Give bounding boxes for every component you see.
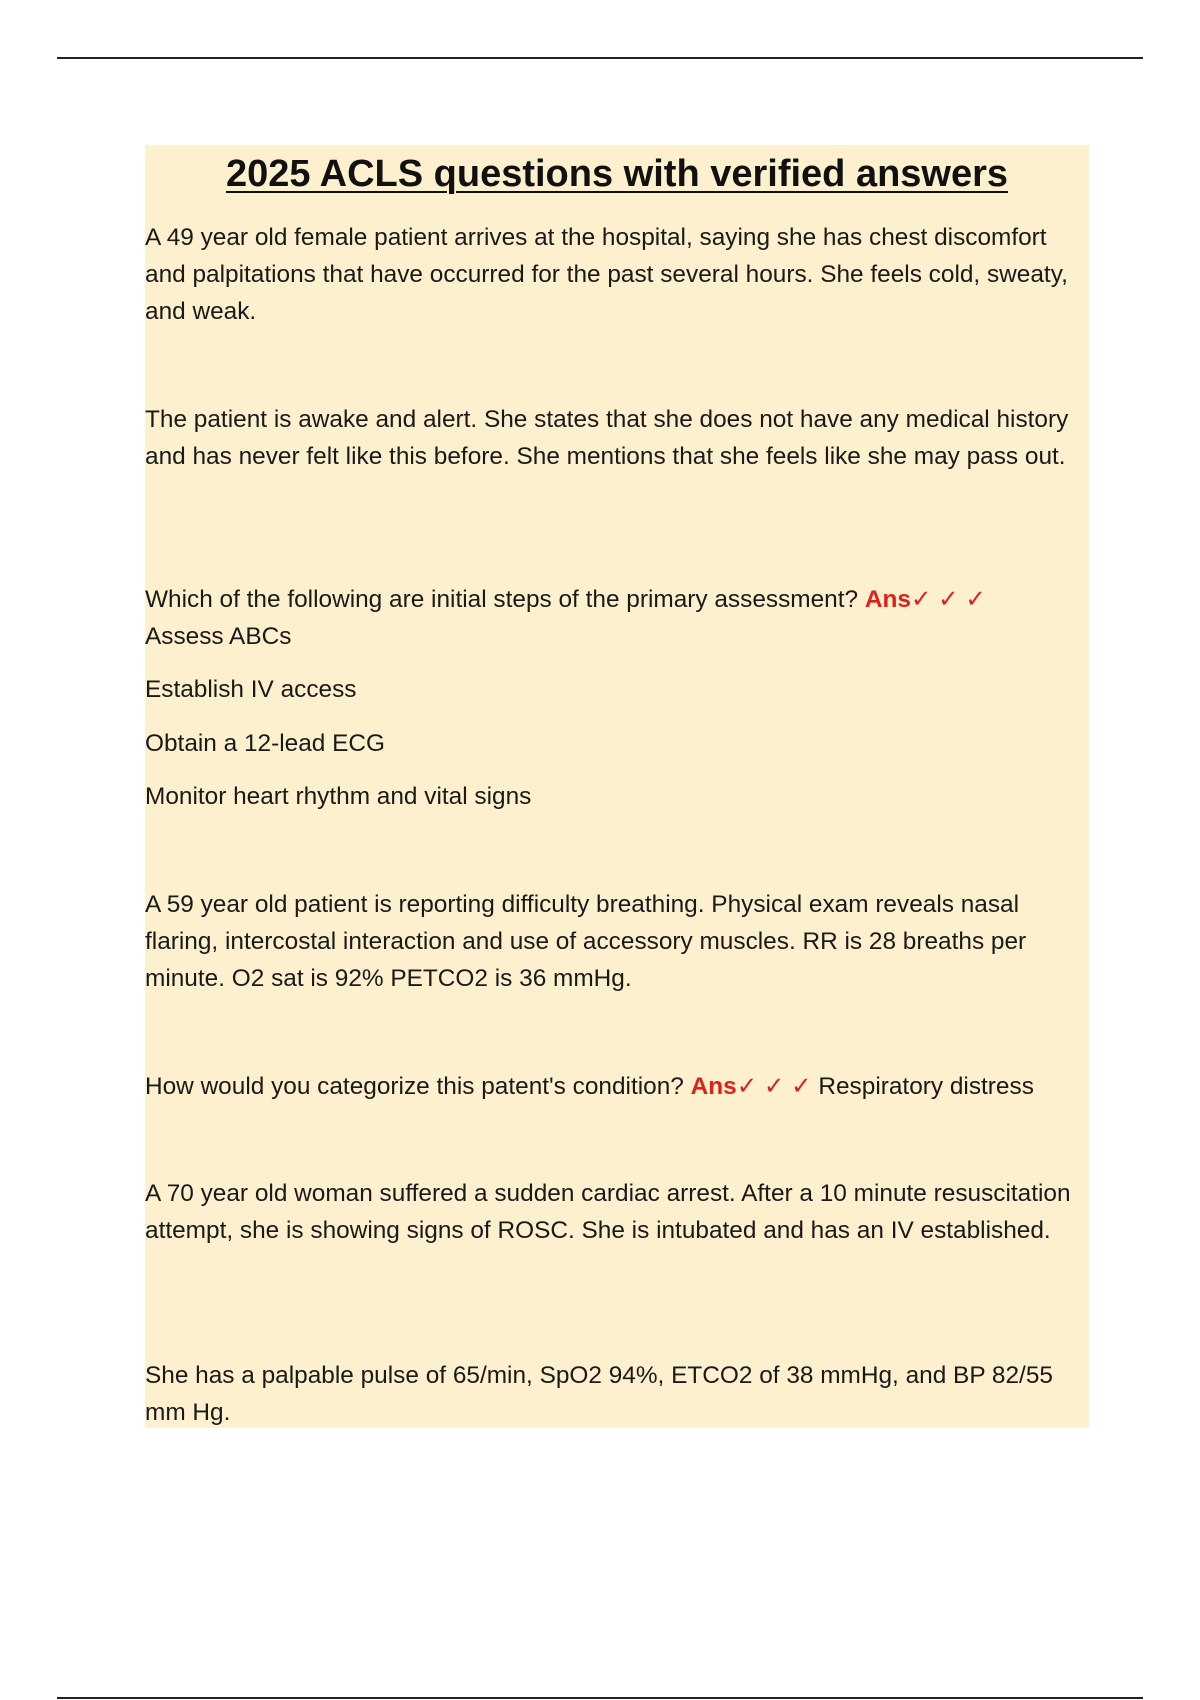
- answer-checkmarks: ✓ ✓ ✓: [910, 586, 986, 613]
- answer-line: Assess ABCs: [145, 623, 292, 650]
- answer-text: Respiratory distress: [818, 1073, 1034, 1100]
- scenario-paragraph-1: A 49 year old female patient arrives at the hospital, saying she has chest discomfort and palpitations that have occurred for the past several hours. She feels cold, sweaty, and weak.: [145, 224, 1068, 325]
- answer-marker: Ans: [690, 1073, 737, 1100]
- question-1-text: Which of the following are initial steps of the primary assessment?: [145, 586, 859, 613]
- document-panel: [145, 145, 1089, 1428]
- answer-line: Establish IV access: [145, 676, 357, 703]
- question-2: [145, 1068, 1089, 1105]
- question-1: [145, 581, 1089, 655]
- question-2-text: How would you categorize this patent's condition?: [145, 1073, 684, 1100]
- top-rule: [57, 57, 1143, 59]
- document-title: 2025 ACLS questions with verified answers: [225, 153, 1009, 195]
- answer-checkmarks: ✓ ✓ ✓: [736, 1073, 812, 1100]
- scenario-paragraph-5: She has a palpable pulse of 65/min, SpO2 94%, ETCO2 of 38 mmHg, and BP 82/55 mm Hg.: [145, 1362, 1053, 1426]
- scenario-paragraph-3: A 59 year old patient is reporting difficulty breathing. Physical exam reveals nasal flaring, intercostal interaction and use of accessory muscles. RR is 28 breaths per minute. O2 sat is 92% PETCO2 is 36 mmHg.: [145, 891, 1027, 992]
- answer-marker: Ans: [864, 586, 911, 613]
- answer-line: Obtain a 12-lead ECG: [145, 730, 385, 757]
- scenario-paragraph-4: A 70 year old woman suffered a sudden cardiac arrest. After a 10 minute resuscitation attempt, she is showing signs of ROSC. She is intubated and has an IV established.: [145, 1180, 1071, 1244]
- answer-line: Monitor heart rhythm and vital signs: [145, 783, 532, 810]
- bottom-rule: [57, 1697, 1143, 1699]
- scenario-paragraph-2: The patient is awake and alert. She states that she does not have any medical history and has never felt like this before. She mentions that she feels like she may pass out.: [145, 406, 1069, 470]
